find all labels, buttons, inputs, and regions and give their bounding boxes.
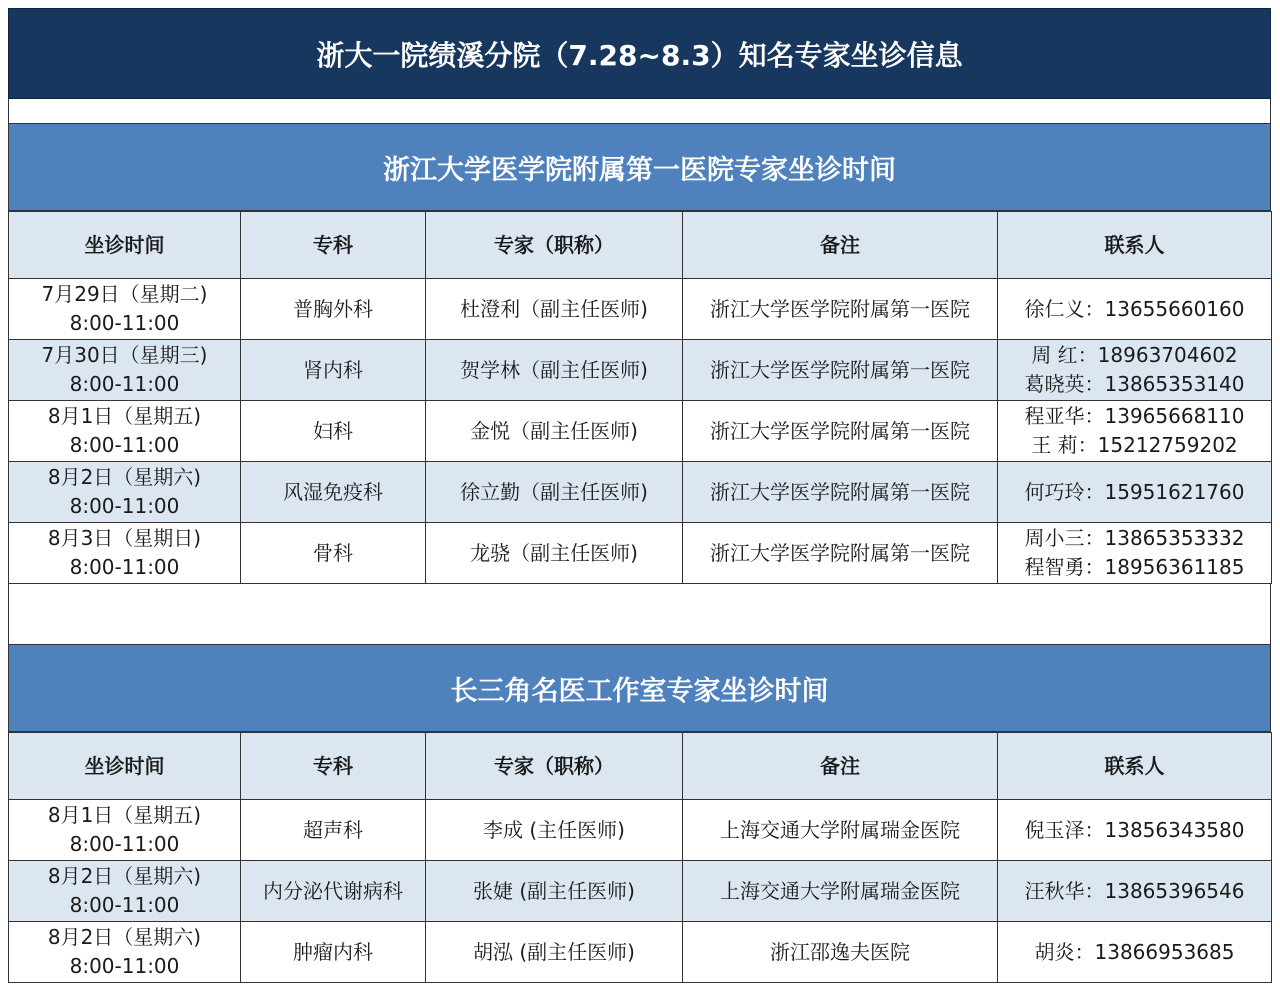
section1-header-row (9, 212, 1272, 279)
contact-line: 何巧玲：15951621760 (1024, 479, 1245, 504)
contact-line: 汪秋华：13865396546 (1024, 878, 1245, 903)
cell-expert: 杜澄利（副主任医师) (426, 279, 683, 340)
header-dept: 专科 (241, 733, 426, 800)
header-time: 坐诊时间 (9, 212, 241, 279)
time-text: 8:00-11:00 (69, 832, 180, 856)
cell-expert: 张婕 (副主任医师) (426, 861, 683, 922)
header-expert: 专家（职称） (426, 733, 683, 800)
cell-expert: 徐立勤（副主任医师) (426, 462, 683, 523)
cell-time (9, 861, 241, 922)
header-contact: 联系人 (998, 733, 1272, 800)
cell-dept: 肾内科 (241, 340, 426, 401)
cell-contact (998, 340, 1272, 401)
date-text: 8月3日（星期日) (47, 526, 202, 550)
cell-time (9, 401, 241, 462)
date-text: 8月2日（星期六) (47, 465, 202, 489)
cell-expert: 李成 (主任医师) (426, 800, 683, 861)
table-row (9, 401, 1272, 462)
cell-note: 浙江大学医学院附属第一医院 (683, 340, 998, 401)
contact-line: 程亚华：13965668110 (1024, 404, 1245, 428)
table-row (9, 800, 1272, 861)
cell-contact (998, 922, 1272, 983)
contact-line: 周小三：13865353332 (1024, 526, 1245, 550)
table-row (9, 279, 1272, 340)
main-title: 浙大一院绩溪分院（7.28~8.3）知名专家坐诊信息 (8, 8, 1271, 99)
table-row (9, 861, 1272, 922)
cell-contact (998, 800, 1272, 861)
cell-time (9, 279, 241, 340)
cell-time (9, 800, 241, 861)
contact-line: 程智勇：18956361185 (1024, 555, 1245, 579)
date-text: 8月1日（星期五) (47, 803, 202, 827)
time-text: 8:00-11:00 (69, 311, 180, 335)
cell-dept: 超声科 (241, 800, 426, 861)
cell-dept: 风湿免疫科 (241, 462, 426, 523)
cell-note: 浙江大学医学院附属第一医院 (683, 462, 998, 523)
cell-note: 上海交通大学附属瑞金医院 (683, 800, 998, 861)
cell-contact (998, 401, 1272, 462)
contact-line: 王 莉：15212759202 (1031, 433, 1238, 457)
section2-header-row (9, 733, 1272, 800)
cell-contact (998, 462, 1272, 523)
cell-note: 浙江大学医学院附属第一医院 (683, 401, 998, 462)
cell-time (9, 340, 241, 401)
cell-time (9, 922, 241, 983)
time-text: 8:00-11:00 (69, 893, 180, 917)
section1-table (8, 211, 1272, 584)
cell-time (9, 523, 241, 584)
section1-title: 浙江大学医学院附属第一医院专家坐诊时间 (8, 123, 1271, 211)
header-expert: 专家（职称） (426, 212, 683, 279)
time-text: 8:00-11:00 (69, 433, 180, 457)
spacer (8, 584, 1271, 644)
cell-dept: 普胸外科 (241, 279, 426, 340)
schedule-page (8, 8, 1271, 983)
section2-title: 长三角名医工作室专家坐诊时间 (8, 644, 1271, 732)
date-text: 7月29日（星期二) (41, 282, 208, 306)
date-text: 8月2日（星期六) (47, 864, 202, 888)
cell-contact (998, 523, 1272, 584)
header-note: 备注 (683, 733, 998, 800)
table-row (9, 922, 1272, 983)
cell-time (9, 462, 241, 523)
cell-contact (998, 861, 1272, 922)
cell-note: 浙江邵逸夫医院 (683, 922, 998, 983)
header-dept: 专科 (241, 212, 426, 279)
cell-note: 浙江大学医学院附属第一医院 (683, 279, 998, 340)
header-time: 坐诊时间 (9, 733, 241, 800)
contact-line: 倪玉泽：13856343580 (1024, 817, 1245, 842)
spacer (8, 99, 1271, 123)
contact-line: 周 红：18963704602 (1031, 343, 1238, 367)
cell-expert: 金悦（副主任医师) (426, 401, 683, 462)
date-text: 8月1日（星期五) (47, 404, 202, 428)
section2-table (8, 732, 1272, 983)
table-row (9, 340, 1272, 401)
table-row (9, 462, 1272, 523)
time-text: 8:00-11:00 (69, 555, 180, 579)
cell-expert: 胡泓 (副主任医师) (426, 922, 683, 983)
cell-expert: 龙骁（副主任医师) (426, 523, 683, 584)
cell-note: 上海交通大学附属瑞金医院 (683, 861, 998, 922)
time-text: 8:00-11:00 (69, 494, 180, 518)
cell-dept: 骨科 (241, 523, 426, 584)
time-text: 8:00-11:00 (69, 954, 180, 978)
header-note: 备注 (683, 212, 998, 279)
table-row (9, 523, 1272, 584)
date-text: 7月30日（星期三) (41, 343, 208, 367)
cell-dept: 妇科 (241, 401, 426, 462)
cell-dept: 肿瘤内科 (241, 922, 426, 983)
contact-line: 徐仁义：13655660160 (1024, 296, 1245, 321)
header-contact: 联系人 (998, 212, 1272, 279)
cell-contact (998, 279, 1272, 340)
date-text: 8月2日（星期六) (47, 925, 202, 949)
cell-dept: 内分泌代谢病科 (241, 861, 426, 922)
time-text: 8:00-11:00 (69, 372, 180, 396)
contact-line: 胡炎：13866953685 (1034, 939, 1235, 964)
cell-expert: 贺学林（副主任医师) (426, 340, 683, 401)
contact-line: 葛晓英：13865353140 (1024, 372, 1245, 396)
cell-note: 浙江大学医学院附属第一医院 (683, 523, 998, 584)
